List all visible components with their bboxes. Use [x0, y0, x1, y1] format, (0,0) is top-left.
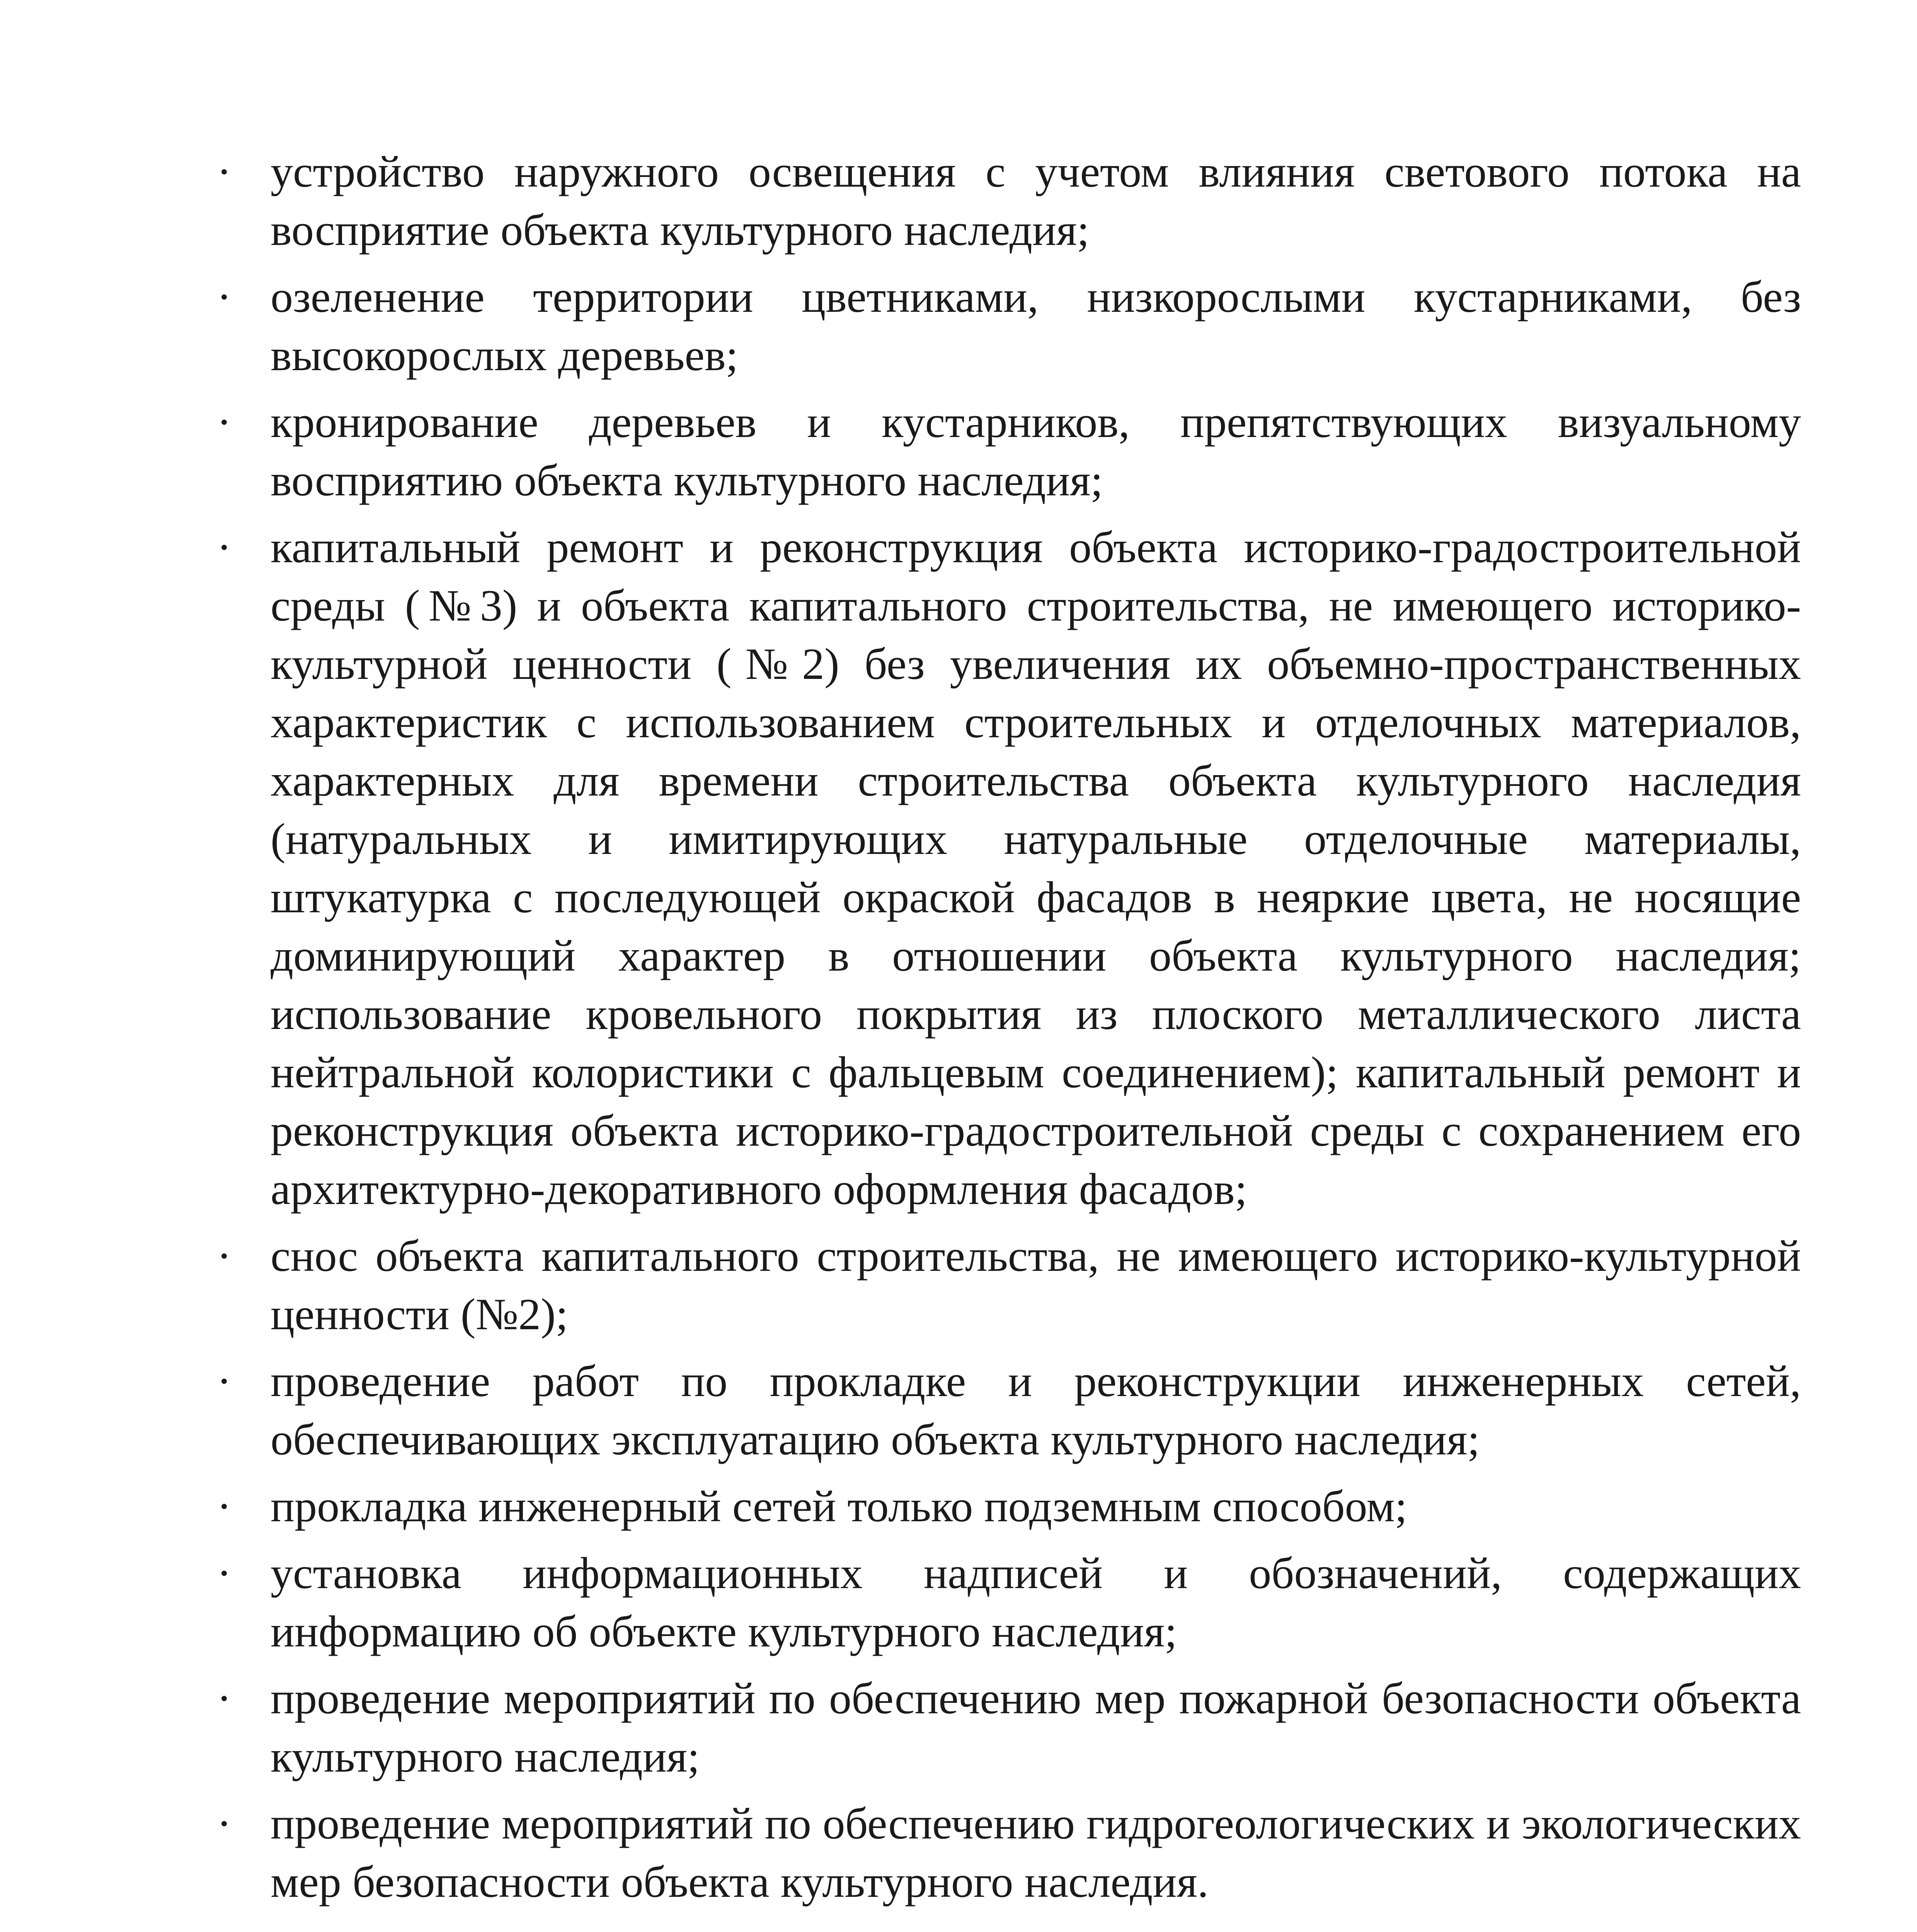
list-item-text: установка информационных надписей и обозначений, содержащих информацию об объекте культурного наследия; — [271, 1549, 1801, 1656]
bullet-icon: · — [216, 398, 232, 447]
bullet-icon: · — [216, 1674, 232, 1723]
bullet-icon: · — [216, 523, 232, 572]
list-item — [216, 143, 1801, 260]
list-item — [216, 393, 1801, 510]
list-item — [216, 519, 1801, 1219]
list-item — [216, 1795, 1801, 1912]
list-item-text: устройство наружного освещения с учетом влияния светового потока на восприятие объекта культурного наследия; — [271, 147, 1801, 255]
list-item-text: проведение работ по прокладке и реконструкции инженерных сетей, обеспечивающих эксплуатацию объекта культурного наследия; — [271, 1357, 1801, 1464]
list-item-text: озеленение территории цветниками, низкорослыми кустарниками, без высокорослых деревьев; — [271, 272, 1801, 380]
list-item — [216, 1544, 1801, 1661]
list-item — [216, 268, 1801, 385]
bullet-icon: · — [216, 1482, 232, 1531]
list-item — [216, 1478, 1801, 1536]
bullet-icon: · — [216, 1549, 232, 1598]
list-item-text: кронирование деревьев и кустарников, препятствующих визуальному восприятию объекта культурного наследия; — [271, 398, 1801, 505]
list-item-text: снос объекта капитального строительства, не имеющего историко-культурной ценности (№2); — [271, 1231, 1801, 1339]
bullet-icon: · — [216, 1357, 232, 1406]
list-item — [216, 1670, 1801, 1786]
bullet-icon: · — [216, 1231, 232, 1281]
list-item — [216, 1227, 1801, 1344]
list-item — [216, 1352, 1801, 1469]
document-body — [216, 143, 1801, 1932]
bullet-icon: · — [216, 147, 232, 197]
list-item-text: капитальный ремонт и реконструкция объекта историко-градостроительной среды (№3) и объекта капитального строительства, не имеющего историко-культурной ценности (№2) без увеличения их объемно-пространственных характеристик с использованием строительных и отделочных материалов, характерных для времени строительства объекта культурного наследия (натуральных и имитирующих натуральные отделочные материалы, штукатурка с последующей окраской фасадов в неяркие цвета, не носящие доминирующий характер в отношении объекта культурного наследия; использование кровельного покрытия из плоского металлического листа нейтральной колористики с фальцевым соединением); капитальный ремонт и реконструкция объекта историко-градостроительной среды с сохранением его архитектурно-декоративного оформления фасадов; — [271, 523, 1801, 1214]
list-item-text: проведение мероприятий по обеспечению гидрогеологических и экологических мер безопасности объекта культурного наследия. — [271, 1799, 1801, 1907]
bullet-icon: · — [216, 272, 232, 322]
permitted-list — [216, 143, 1801, 1912]
list-item-text: прокладка инженерный сетей только подземным способом; — [271, 1482, 1408, 1531]
bullet-icon: · — [216, 1799, 232, 1849]
list-item-text: проведение мероприятий по обеспечению мер пожарной безопасности объекта культурного наследия; — [271, 1674, 1801, 1782]
